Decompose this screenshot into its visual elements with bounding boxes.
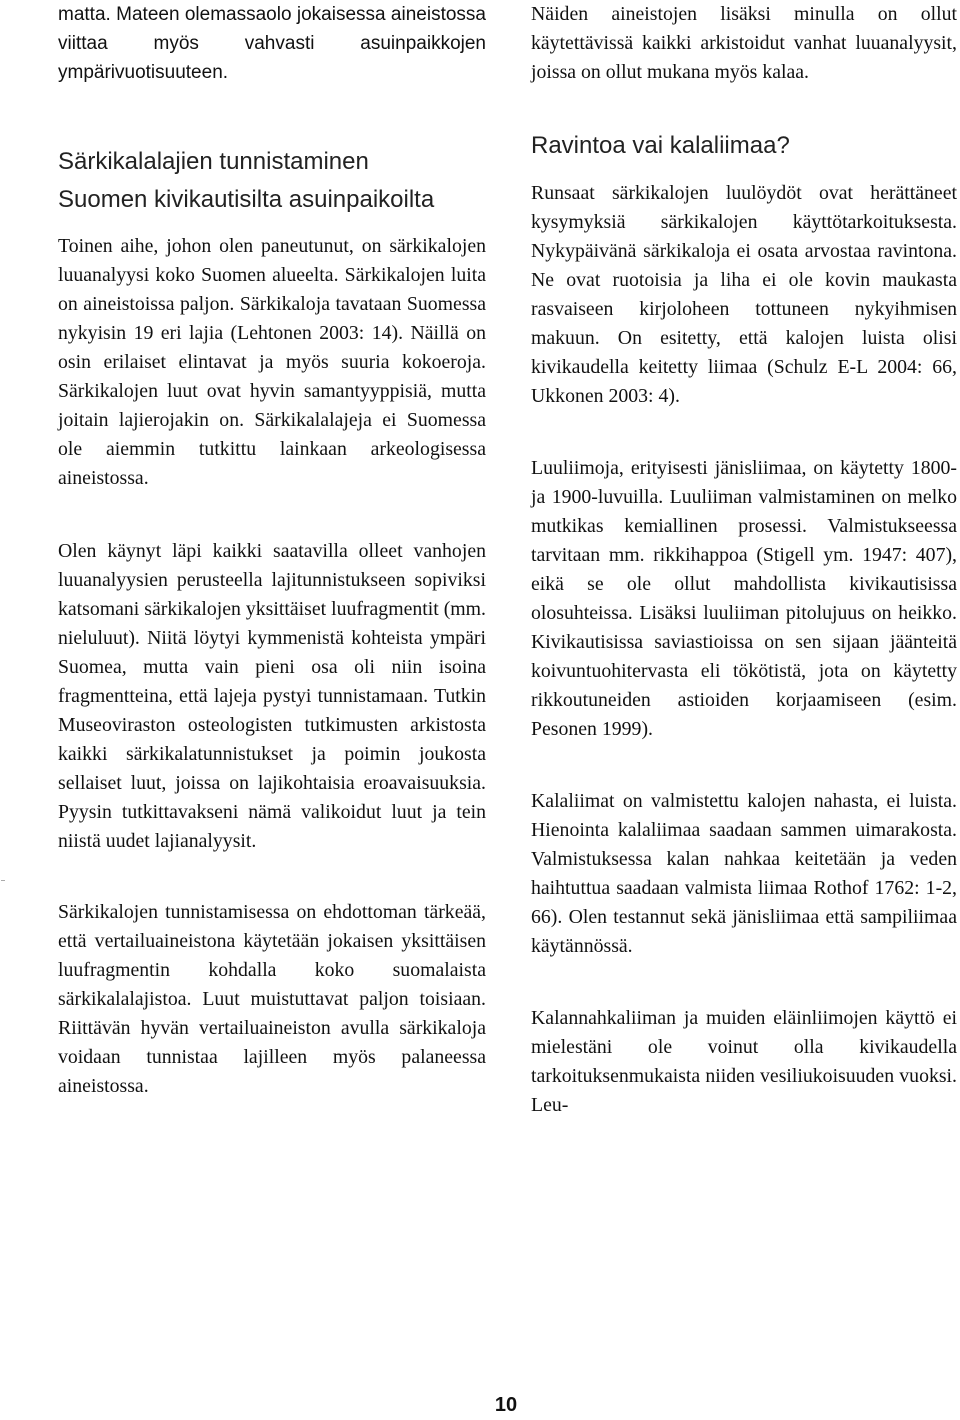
body-paragraph-left-1: Toinen aihe, johon olen paneutunut, on särkikalojen luuanalyysi koko Suomen alueelta. Särkikalojen luita on aineistoissa paljon. Särkikaloja tavataan Suomessa nykyisin 19 eri lajia (Lehtonen 2003: 14). Näillä on osin erilaiset elintavat ja myös suuria kokoeroja. Särkikalojen luut ovat hyvin samantyyppisiä, mutta joitain lajierojakin on. Särkikalalajeja ei Suomessa ole aiemmin tutkittu lainkaan arkeologisessa aineistossa. (58, 235, 486, 489)
page-number: 10 (494, 1394, 518, 1416)
body-paragraph-left-3: Särkikalojen tunnistamisessa on ehdottoman tärkeää, että vertailuaineistona käytetään jokaisen yksittäisen luufragmentin kohdalla koko suomalaista särkikalalajistoa. Luut muistuttavat paljon toisiaan. Riittävän hyvän vertailuaineiston avulla särkikaloja voidaan tunnistaa lajilleen myös palaneessa aineistossa. (58, 901, 486, 1097)
section-heading-left: Särkikalalajien tunnistaminen Suomen kivikautisilta asuinpaikoilta (58, 148, 435, 213)
intro-paragraph-right: Näiden aineistojen lisäksi minulla on ollut käytettävissä kaikki arkistoidut vanhat luuanalyysit, joissa on ollut mukana myös kalaa. (531, 3, 957, 83)
section-heading-right: Ravintoa vai kalaliimaa? (531, 132, 790, 159)
left-column (58, 0, 486, 1101)
intro-paragraph-left: matta. Mateen olemassaolo jokaisessa aineistossa viittaa myös vahvasti asuinpaikkojen ympärivuotisuuteen. (58, 4, 486, 83)
body-paragraph-right-3: Kalaliimat on valmistettu kalojen nahasta, ei luista. Hienointa kalaliimaa saadaan sammen uimarakosta. Valmistuksessa kalan nahkaa keitetään ja veden haihtuttua saadaan valmista liimaa Rothof 1762: 1-2, 66). Olen testannut sekä jänisliimaa että sampiliimaa käytännössä. (531, 790, 957, 957)
body-paragraph-left-2: Olen käynyt läpi kaikki saatavilla olleet vanhojen luuanalyysien perusteella lajitunnistukseen sopiviksi katsomani särkikalojen yksittäiset luufragmentit (mm. nieluluut). Niitä löytyi kymmenistä kohteista ympäri Suomea, mutta vain pieni osa oli niin isoina fragmentteina, että lajeja pystyi tunnistamaan. Tutkin Museoviraston osteologisten tutkimusten arkistosta kaikki särkikalatunnistukset ja poimin joukosta sellaiset luut, joissa on lajikohtaisia eroavaisuuksia. Pyysin tutkittavakseni nämä valikoidut luut ja tein niistä uudet lajianalyysit. (58, 540, 486, 852)
body-paragraph-right-2: Luuliimoja, erityisesti jänisliimaa, on käytetty 1800- ja 1900-luvuilla. Luuliiman valmistaminen on melko mutkikas kemiallinen prosessi. Valmistukseessa tarvitaan mm. rikkihappoa (Stigell ym. 1947: 407), eikä se ole ollut mahdollista kivikautisissa olosuhteissa. Lisäksi luuliiman pitolujuus on heikko. Kivikautisissa saviastioissa on sen sijaan jäänteitä koivuntuohitervasta eli tökötistä, jota on käytetty rikkoutuneiden astioiden korjaamiseen (esim. Pesonen 1999). (531, 457, 957, 740)
body-paragraph-right-1: Runsaat särkikalojen luulöydöt ovat herättäneet kysymyksiä särkikalojen käyttötarkoituksesta. Nykypäivänä särkikaloja ei osata arvostaa ravintona. Ne ovat ruotoisia ja liha ei ole kovin maukasta rasvaiseen kirjoloheen tottuneen nykyihmisen makuun. On esitetty, että kalojen luista olisi kivikaudella keitetty liimaa (Schulz E-L 2004: 66, Ukkonen 2003: 4). (531, 182, 957, 407)
right-column (531, 0, 957, 1120)
margin-tick (1, 880, 5, 881)
body-paragraph-right-4: Kalannahkaliiman ja muiden eläinliimojen käyttö ei mielestäni ole voinut olla kivikaudella tarkoituksenmukaista niiden vesiliukoisuuden vuoksi. Leu- (531, 1007, 957, 1116)
